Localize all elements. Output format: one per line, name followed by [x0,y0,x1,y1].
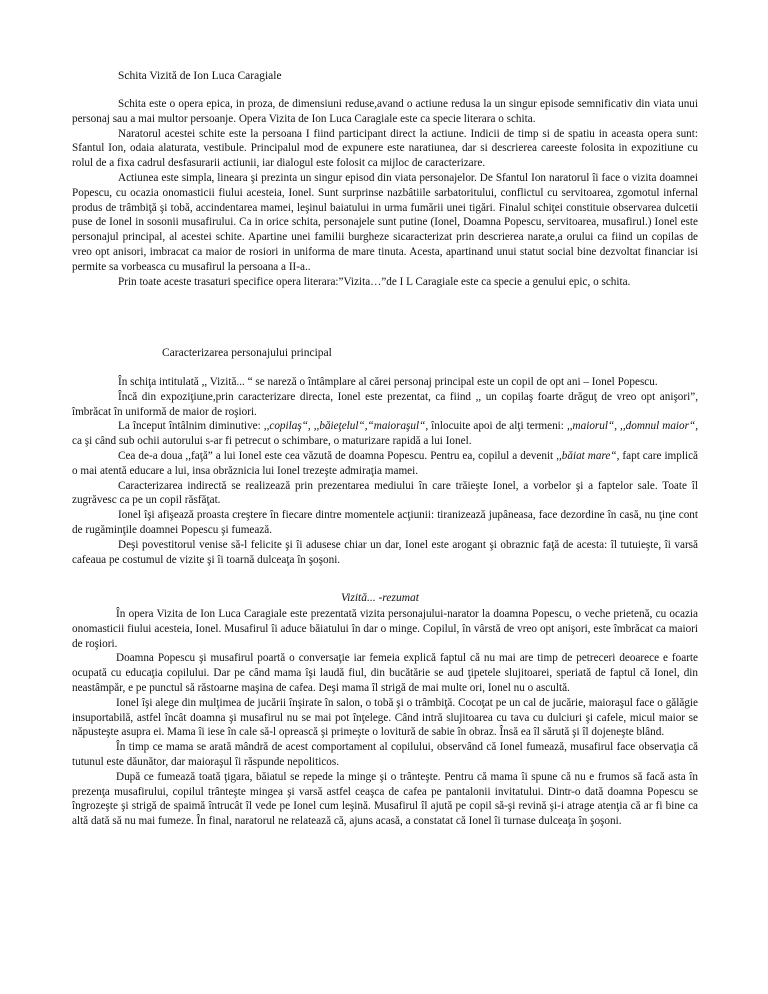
text-span: ca şi când sub ochii autorului s-ar fi petrecut o schimbare, o maturizare rapidă a lui Ionel. [72,435,472,448]
section3-title: Vizită... -rezumat [341,592,419,604]
section1-paragraph: Naratorul acestei schite este la persoana I fiind participant direct la actiune. Indicii de timp si de spatiu in aceasta opera sunt: Sfantul Ion, odaia alaturata, vestibule. Principalul mod de expunere este naratiunea, dar si descrierea careeste folosita in expozitiune cu rolul de a fixa cadrul desfasurarii actiunii, iar dialogul este folosit ca mijloc de caracterizare. [72,127,698,170]
section2-paragraph: Încă din expoziţiune,prin caracterizare directa, Ionel este prezentat, ca fiind ,, un copilaş foarte drăguţ de vreo opt anişori”, îmbrăcat în uniformă de maior de roşiori. [72,390,698,418]
italic-quote: ,,maiorul“, ,,domnul maior“, [566,420,698,433]
section2-paragraph [72,419,698,449]
section1-paragraph: Actiunea este simpla, lineara şi prezinta un singur episod din viata personajelor. De Sfantul Ion naratorul îi face o vizita doamnei Popescu, cu ocazia onomasticii fiului acesteia, Ionel. Sunt surprinse nazbâtiile sarbatoritului, conflictul cu servitoarea, zgomotul infernal produs de trâmbiţă şi tobă, accindentarea mamei, leşinul baiatului in urma fumării unei tigări. Finalul schiţei constituie observarea dulcetii puse de Ionel in sosonii musafirului. Ca in orice schita, personajele sunt putine (Ionel, Doamna Popescu, servitoarea, musafirul.) Ionel este personajul principal, al acestei schite. Apartine unei familii burgheze sicaracterizat prin descrierea narate,a orului ca fiind un copilas de vreo opt anisori, imbracat ca maior de rosiori in uniforma de mare tinuta. Acesta, apartinand unui statut social bine dezvoltat financiar isi permite sa vorbeasca cu musafirul la persoana a II-a.. [72,171,698,273]
italic-quote: ,,băiat mare“ [556,449,617,462]
text-span: Cea de-a doua ,,faţă” a lui Ionel este cea văzută de doamna Popescu. Pentru ea, copilul a devenit [118,449,557,462]
section1-paragraph: Schita este o opera epica, in proza, de dimensiuni reduse,avand o actiune redusa la un singur episode semnificativ din viata unui personaj sau a mai multor persoanje. Opera Vizita de Ion Luca Caragiale este ca specie literara o schita. [72,98,698,125]
section3-paragraph: În opera Vizita de Ion Luca Caragiale este prezentată vizita personajului-narator la doamna Popescu, o veche prietenă, cu ocazia onomasticii fiului acesteia, Ionel. Musafirul îi aduce băiatului în dar o minge. Copilul, în vârstă de vreo opt anişori, este îmbrăcat ca maiori de roşiori. [72,608,698,650]
section2-paragraph: Ionel îşi afişează proasta creştere în fiecare dintre momentele acţiunii: tiranizează jupâneasa, face dezordine în casă, nu ţine cont de rugăminţile doamnei Popescu şi fumează. [72,509,698,536]
section1-body [72,97,698,289]
section1-title: Schita Vizită de Ion Luca Caragiale [118,70,282,82]
text-span: La început întâlnim diminutive: [118,420,264,433]
section2-paragraph [72,449,698,479]
section2-title: Caracterizarea personajului principal [162,347,332,359]
section3-paragraph: Ionel îşi alege din mulţimea de jucării înşirate în salon, o tobă şi o trâmbiţă. Cocoţat pe un cal de jucărie, maioraşul face o gălăgie insuportabilă, astfel încât doamna şi musafirul nu se mai pot înţelege. Când intră slujitoarea cu tava cu dulciuri şi cafele, micul maior se năpusteşte asupra ei. Mama îi iese în cale să-l oprească şi primeşte o lovitură de sabie în obraz. Însă ea îl sărută şi îl dojeneşte blând. [72,696,698,739]
section3-paragraph: După ce fumează toată ţigara, băiatul se repede la minge şi o trânteşte. Pentru că mama îi spune că nu e frumos să facă asta în prezenţa musafirului, copilul trânteşte mingea şi varsă astfel ceaşca de cafea pe pantalonii invitatului. Dintr-o dată doamna Popescu se îngrozeşte şi strigă de spaimă întrucât îl vede pe Ionel cum leşină. Musafirul îl ajută pe copil să-şi revină şi-i atrage atenţia că ar fi bine ca altă dată să nu mai fumeze. În final, naratorul ne relatează că, ajuns acasă, a constatat că Ionel îi turnase dulceaţa în şoşoni. [72,770,698,828]
section2-body [72,375,698,567]
text-span: înlocuite apoi de alţi termeni: [428,420,567,433]
section1-paragraph: Prin toate aceste trasaturi specifice opera literara:”Vizita…”de I L Caragiale este ca specie a genului epic, o schita. [118,275,631,288]
section2-paragraph: Deşi povestitorul venise să-l felicite şi îi adusese chiar un dar, Ionel este arogant şi obraznic faţă de acesta: îl tutuieşte, îi varsă cafeaua pe costumul de vizite şi îi toarnă dulceaţa în şoşoni. [72,538,698,566]
section3-paragraph: Doamna Popescu şi musafirul poartă o conversaţie iar femeia explică faptul că nu mai are timp de petreceri deoarece e foarte ocupată cu educaţia copilului. Dar pe când mama îşi laudă fiul, din bucătărie se aud ţipetele slujitoarei, speriată de faptul că Ionel, din neastâmpăr, e pe punctul să răstoarne maşina de cafea. Deşi mama îl strigă de mai multe ori, Ionel nu o ascultă. [72,652,698,694]
section3-body [72,607,698,829]
italic-quote: ,,copilaş“, ,,băieţelul“,“maioraşul“, [263,420,429,433]
section2-paragraph: În schiţa intitulată ,, Vizită... “ se nareză o întâmplare al cărei personaj principal este un copil de opt ani – Ionel Popescu. [118,376,658,388]
text-span: , fapt care implică o mai atentă educare a lui, insa obrăznicia lui Ionel trezeşte admiraţia mamei. [72,449,699,477]
section2-paragraph: Caracterizarea indirectă se realizează prin prezentarea mediului în care trăieşte Ionel, a vorbelor şi a faptelor sale. Toate îl zugrăvesc ca pe un copil răsfăţat. [72,479,698,507]
section3-paragraph: În timp ce mama se arată mândră de acest comportament al copilului, observând că Ionel fumează, musafirul face observaţia că tutunul este dăunător, dar maioraşul îi răspunde nepoliticos. [72,741,698,768]
